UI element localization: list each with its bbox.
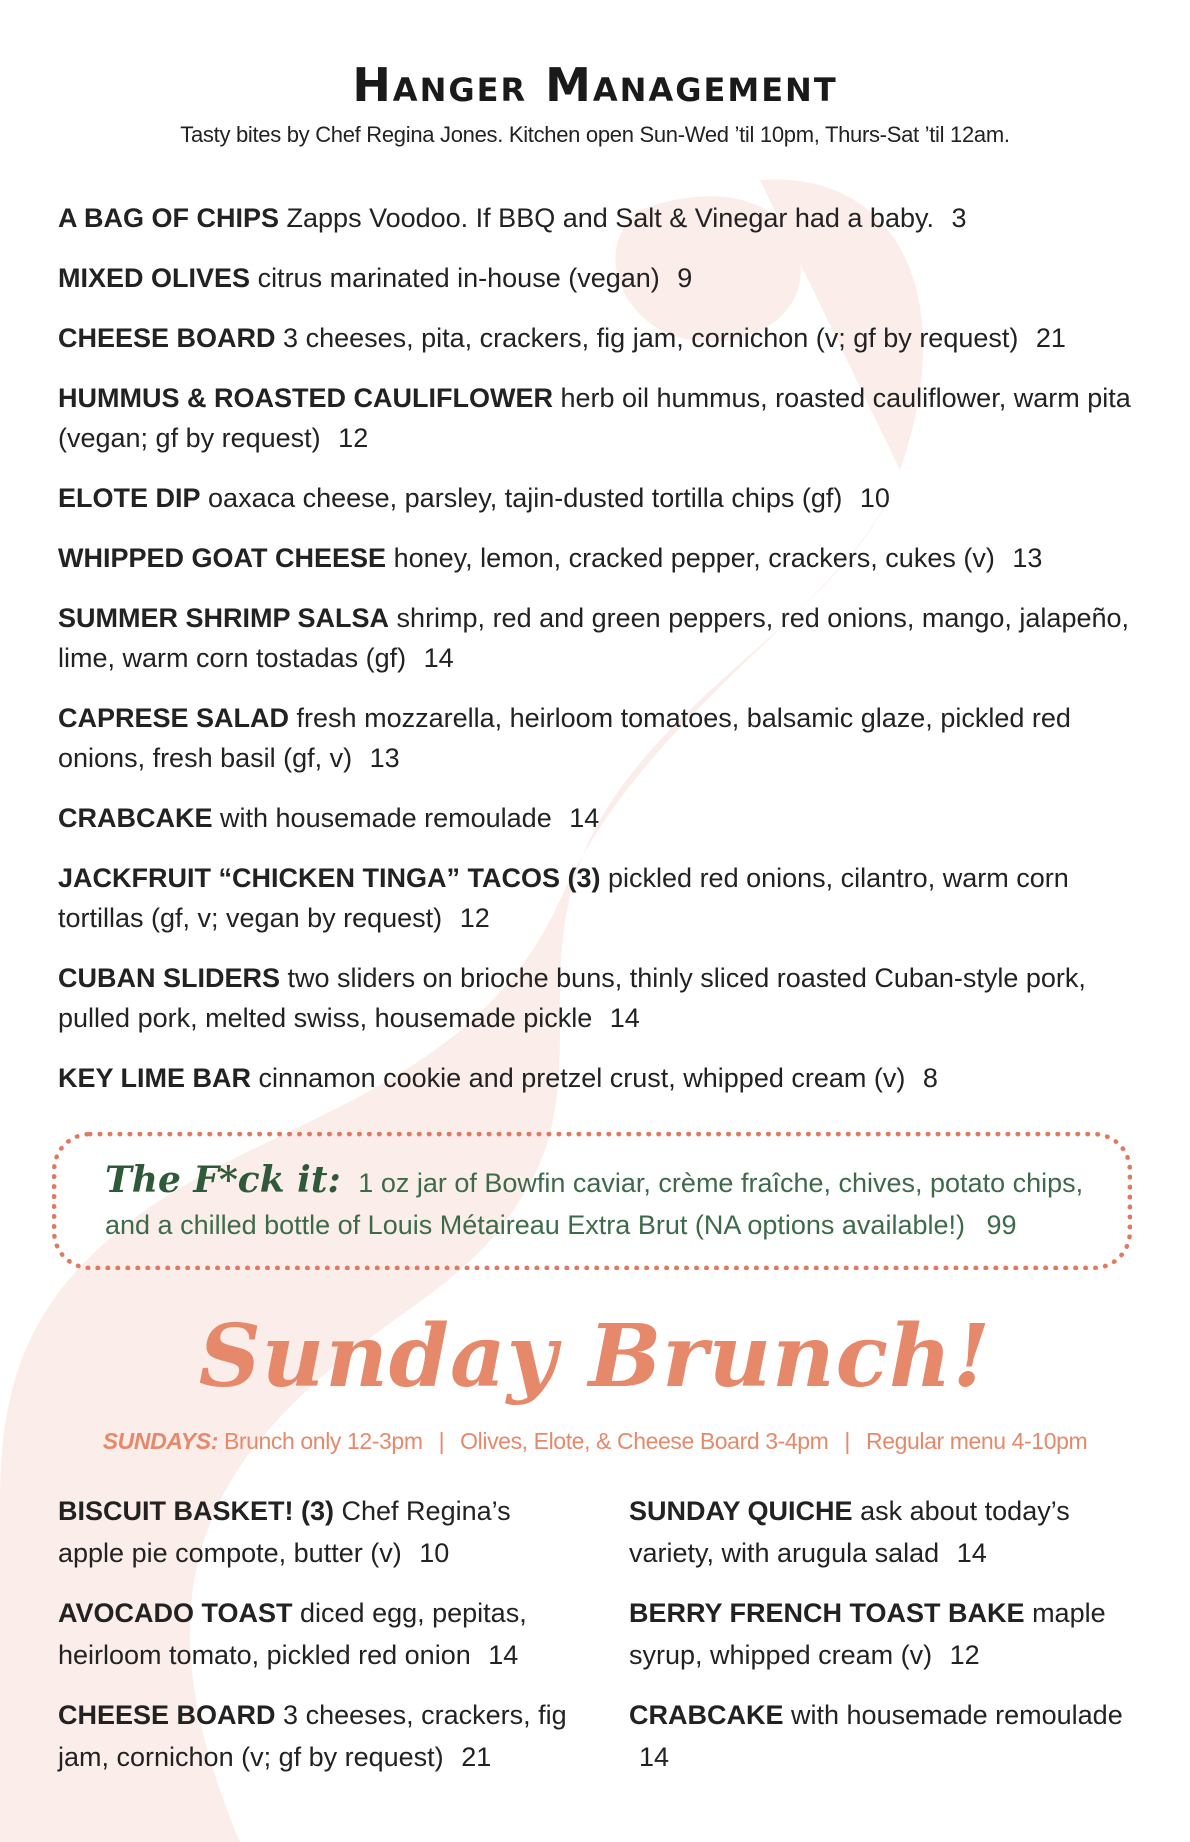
item-price: 14 (569, 803, 600, 833)
item-name: WHIPPED GOAT CHEESE (58, 543, 387, 573)
menu-item (58, 798, 1138, 838)
item-name: A BAG OF CHIPS (58, 203, 280, 233)
menu-item (58, 258, 1138, 298)
item-price: 9 (677, 263, 693, 293)
menu-item (58, 318, 1138, 358)
item-name: JACKFRUIT “CHICKEN TINGA” TACOS (3) (58, 863, 601, 893)
menu-item (58, 1058, 1138, 1098)
item-description: honey, lemon, cracked pepper, crackers, cukes (v) (393, 543, 995, 573)
item-price: 10 (859, 483, 890, 513)
item-name: ELOTE DIP (58, 483, 201, 513)
item-description: Chef Regina’s apple pie compote, butter (v) (58, 1496, 511, 1568)
item-name: CRABCAKE (58, 803, 213, 833)
item-price: 21 (1035, 323, 1066, 353)
item-price: 14 (609, 1003, 640, 1033)
item-price: 14 (639, 1742, 670, 1772)
item-name: AVOCADO TOAST (58, 1598, 293, 1628)
item-name: HUMMUS & ROASTED CAULIFLOWER (58, 383, 553, 413)
divider: | (844, 1428, 850, 1454)
item-description: maple syrup, whipped cream (v) (629, 1598, 1106, 1670)
item-description: pickled red onions, cilantro, warm corn tortillas (gf, v; vegan by request) (58, 863, 1069, 933)
divider: | (438, 1428, 445, 1454)
item-price: 14 (488, 1640, 519, 1670)
item-price: 3 (951, 203, 967, 233)
menu-item (629, 1694, 1149, 1778)
menu-item (58, 698, 1138, 778)
brunch-title: Sunday Brunch! (198, 1306, 992, 1407)
menu-item (58, 1592, 578, 1676)
item-description: with housemade remoulade (220, 803, 552, 833)
item-description: two sliders on brioche buns, thinly sliced roasted Cuban-style pork, pulled pork, melted swiss, housemade pickle (58, 963, 1086, 1033)
item-description: diced egg, pepitas, heirloom tomato, pickled red onion (58, 1598, 527, 1670)
special-offer-text (105, 1159, 1097, 1246)
item-description: Zapps Voodoo. If BBQ and Salt & Vinegar had a baby. (286, 203, 934, 233)
item-name: CRABCAKE (629, 1700, 784, 1730)
brunch-schedule-item: Brunch only 12-3pm (223, 1428, 423, 1454)
brunch-schedule-lead: SUNDAYS: (102, 1428, 218, 1454)
item-price: 12 (949, 1640, 980, 1670)
menu-list (58, 198, 1138, 1118)
kitchen-hours: Tasty bites by Chef Regina Jones. Kitchen open Sun-Wed ’til 10pm, Thurs-Sat ’til 12am. (180, 122, 1010, 147)
item-description: ask about today’s variety, with arugula salad (629, 1496, 1070, 1568)
menu-item (58, 198, 1138, 238)
item-price: 14 (956, 1538, 987, 1568)
menu-item (58, 378, 1138, 458)
brunch-left-column (58, 1490, 578, 1796)
item-name: SUMMER SHRIMP SALSA (58, 603, 390, 633)
menu-item (58, 478, 1138, 518)
page-title: Hanger Management (352, 58, 838, 112)
brunch-schedule-item: Olives, Elote, & Cheese Board 3-4pm (460, 1428, 829, 1454)
brunch-schedule (0, 1428, 1190, 1455)
menu-item (58, 538, 1138, 578)
special-description: 1 oz jar of Bowfin caviar, crème fraîche, chives, potato chips, and a chilled bottle of Louis Métaireau Extra Brut (NA options available!) (105, 1168, 1084, 1240)
item-price: 21 (461, 1742, 492, 1772)
item-description: fresh mozzarella, heirloom tomatoes, balsamic glaze, pickled red onions, fresh basil (gf, v) (58, 703, 1071, 773)
item-name: CHEESE BOARD (58, 1700, 276, 1730)
special-name: The F*ck it: (105, 1159, 341, 1201)
brunch-schedule-item: Regular menu 4-10pm (866, 1428, 1088, 1454)
item-price: 13 (369, 743, 400, 773)
item-description: citrus marinated in-house (vegan) (257, 263, 660, 293)
item-description: 3 cheeses, pita, crackers, fig jam, cornichon (v; gf by request) (283, 323, 1019, 353)
item-price: 10 (419, 1538, 450, 1568)
menu-item (629, 1490, 1149, 1574)
menu-item (58, 598, 1138, 678)
item-name: BERRY FRENCH TOAST BAKE (629, 1598, 1025, 1628)
item-name: CAPRESE SALAD (58, 703, 290, 733)
item-name: SUNDAY QUICHE (629, 1496, 853, 1526)
special-offer-box (52, 1132, 1132, 1270)
item-price: 13 (1012, 543, 1043, 573)
item-name: MIXED OLIVES (58, 263, 251, 293)
item-price: 12 (338, 423, 369, 453)
item-description: cinnamon cookie and pretzel crust, whipped cream (v) (258, 1063, 906, 1093)
menu-item (58, 1694, 578, 1778)
item-price: 8 (922, 1063, 938, 1093)
item-name: BISCUIT BASKET! (3) (58, 1496, 334, 1526)
brunch-right-column (629, 1490, 1149, 1796)
item-price: 14 (423, 643, 454, 673)
item-name: CUBAN SLIDERS (58, 963, 281, 993)
menu-item (58, 858, 1138, 938)
item-description: shrimp, red and green peppers, red onions, mango, jalapeño, lime, warm corn tostadas (gf) (58, 603, 1130, 673)
menu-item (58, 1490, 578, 1574)
item-name: KEY LIME BAR (58, 1063, 252, 1093)
menu-item (629, 1592, 1149, 1676)
item-description: herb oil hummus, roasted cauliflower, warm pita (vegan; gf by request) (58, 383, 1131, 453)
item-description: 3 cheeses, crackers, fig jam, cornichon (v; gf by request) (58, 1700, 567, 1772)
menu-item (58, 958, 1138, 1038)
item-description: oaxaca cheese, parsley, tajin-dusted tortilla chips (gf) (208, 483, 843, 513)
item-description: with housemade remoulade (791, 1700, 1123, 1730)
special-price: 99 (986, 1210, 1017, 1240)
item-price: 12 (459, 903, 490, 933)
item-name: CHEESE BOARD (58, 323, 276, 353)
